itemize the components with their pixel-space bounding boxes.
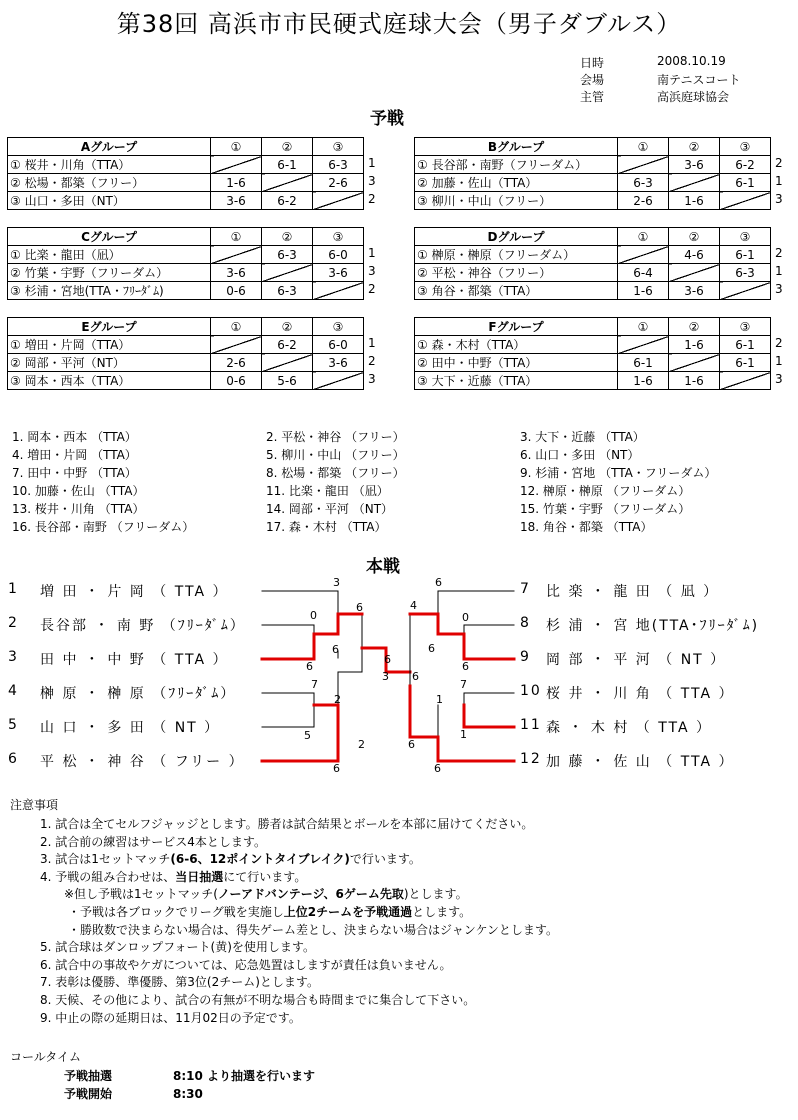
col-header: ③ bbox=[720, 318, 771, 336]
team-name: ② 田中・中野（TTA） bbox=[415, 354, 618, 372]
seed-number: 4 bbox=[8, 683, 19, 699]
team-name: ① 森・木村（TTA） bbox=[415, 336, 618, 354]
match-score: 6 bbox=[428, 642, 435, 655]
draw-item: 3. 大下・近藤 （TTA） bbox=[520, 430, 645, 444]
score-cell: 6-1 bbox=[720, 354, 771, 372]
match-score: 0 bbox=[310, 609, 317, 622]
match-score: 5 bbox=[304, 729, 311, 742]
match-score: 3 bbox=[333, 576, 340, 589]
date-label: 日時 bbox=[580, 56, 605, 70]
score-cell: 6-1 bbox=[720, 336, 771, 354]
score-cell: 6-3 bbox=[618, 174, 669, 192]
score-cell: 6-1 bbox=[720, 174, 771, 192]
draw-item: 11. 比楽・龍田 （凪） bbox=[266, 484, 389, 498]
draw-item: 15. 竹葉・宇野 （フリーダム） bbox=[520, 502, 691, 516]
call-label-draw: 予戦抽選 bbox=[64, 1069, 113, 1083]
bracket-line bbox=[464, 693, 514, 705]
match-score: 4 bbox=[410, 599, 417, 612]
col-header: ③ bbox=[313, 228, 364, 246]
col-header: ③ bbox=[313, 138, 364, 156]
col-header: ③ bbox=[313, 318, 364, 336]
note-text: ・勝敗数で決まらない場合は、得失ゲーム差とし、決まらない場合はジャンケンとします。 bbox=[68, 922, 558, 937]
match-score: 6 bbox=[434, 762, 441, 775]
col-header: ① bbox=[618, 318, 669, 336]
rank-label: 3 bbox=[368, 174, 376, 188]
score-cell: 1-6 bbox=[669, 336, 720, 354]
match-score: 6 bbox=[408, 738, 415, 751]
team-name: ③ 大下・近藤（TTA） bbox=[415, 372, 618, 390]
player-name: 増 田 ・ 片 岡 （ TTA ） bbox=[40, 584, 229, 600]
score-cell: 0-6 bbox=[211, 282, 262, 300]
score-cell: 6-0 bbox=[313, 336, 364, 354]
team-name: ③ 山口・多田（NT） bbox=[8, 192, 211, 210]
player-name: 岡 部 ・ 平 河 （ NT ） bbox=[546, 652, 727, 668]
seed-number: 11 bbox=[520, 717, 542, 733]
venue-label: 会場 bbox=[580, 73, 605, 87]
draw-item: 10. 加藤・佐山 （TTA） bbox=[12, 484, 145, 498]
group-name: Bグループ bbox=[415, 138, 618, 156]
seed-number: 1 bbox=[8, 581, 19, 597]
col-header: ② bbox=[669, 138, 720, 156]
seed-number: 6 bbox=[8, 751, 19, 767]
rank-label: 1 bbox=[775, 174, 783, 188]
bracket-line bbox=[262, 591, 338, 614]
team-name: ② 加藤・佐山（TTA） bbox=[415, 174, 618, 192]
col-header: ② bbox=[262, 318, 313, 336]
note-text: で行います。 bbox=[349, 852, 421, 867]
score-cell: 3-6 bbox=[313, 354, 364, 372]
call-value-draw: 8:10 より抽選を行います bbox=[173, 1069, 316, 1083]
col-header: ① bbox=[211, 138, 262, 156]
team-name: ② 平松・神谷（フリー） bbox=[415, 264, 618, 282]
match-score: 6 bbox=[356, 601, 363, 614]
score-cell: 2-6 bbox=[618, 192, 669, 210]
note-item bbox=[68, 922, 558, 939]
page-title: 第38回 高浜市市民硬式庭球大会（男子ダブルス） bbox=[116, 10, 682, 38]
note-text: にて行います。 bbox=[223, 869, 307, 884]
score-cell: 3-6 bbox=[211, 264, 262, 282]
rank-label: 1 bbox=[368, 336, 376, 350]
col-header: ① bbox=[211, 318, 262, 336]
date-value: 2008.10.19 bbox=[657, 54, 726, 68]
rank-label: 2 bbox=[368, 354, 376, 368]
col-header: ① bbox=[618, 138, 669, 156]
match-score: 3 bbox=[382, 670, 389, 683]
seed-number: 10 bbox=[520, 683, 542, 699]
match-score: 6 bbox=[412, 670, 419, 683]
venue-value: 南テニスコート bbox=[657, 73, 741, 87]
seed-number: 3 bbox=[8, 649, 19, 665]
col-header: ② bbox=[669, 228, 720, 246]
score-cell: 1-6 bbox=[618, 282, 669, 300]
rank-label: 1 bbox=[368, 246, 376, 260]
rank-label: 2 bbox=[775, 336, 783, 350]
seed-number: 8 bbox=[520, 615, 531, 631]
draw-item: 6. 山口・多田 （NT） bbox=[520, 448, 640, 462]
note-item bbox=[40, 834, 266, 851]
score-cell: 6-2 bbox=[720, 156, 771, 174]
team-name: ① 増田・片岡（TTA） bbox=[8, 336, 211, 354]
match-score: 1 bbox=[436, 693, 443, 706]
seed-number: 9 bbox=[520, 649, 531, 665]
score-cell: 3-6 bbox=[669, 156, 720, 174]
note-item bbox=[68, 904, 471, 921]
note-item bbox=[40, 816, 533, 833]
note-text: 1. 試合は全てセルフジャッジとします。勝者は試合結果とボールを本部に届けてください。 bbox=[40, 817, 534, 831]
note-text: 5. 試合球はダンロップフォート(黄)を使用します。 bbox=[40, 940, 315, 955]
note-item bbox=[40, 974, 319, 991]
draw-item: 2. 平松・神谷 （フリー） bbox=[266, 430, 405, 444]
score-cell: 3-6 bbox=[211, 192, 262, 210]
prelim-title: 予戦 bbox=[370, 109, 404, 129]
note-text: 4. 予戦の組み合わせは、 bbox=[40, 869, 176, 884]
match-score: 6 bbox=[333, 762, 340, 775]
bracket-line bbox=[464, 625, 514, 634]
col-header: ② bbox=[669, 318, 720, 336]
team-name: ③ 岡本・西本（TTA） bbox=[8, 372, 211, 390]
team-name: ③ 角谷・都築（TTA） bbox=[415, 282, 618, 300]
player-name: 森 ・ 木 村 （ TTA ） bbox=[546, 720, 713, 736]
team-name: ③ 柳川・中山（フリー） bbox=[415, 192, 618, 210]
score-cell: 1-6 bbox=[669, 192, 720, 210]
main-title: 本戦 bbox=[366, 557, 400, 577]
match-score: 0 bbox=[462, 611, 469, 624]
player-name: 桜 井 ・ 川 角 （ TTA ） bbox=[546, 686, 735, 702]
host-label: 主管 bbox=[580, 90, 605, 104]
player-name: 比 楽 ・ 龍 田 （ 凪 ） bbox=[546, 584, 720, 600]
bracket-line bbox=[262, 705, 314, 727]
match-score: 2 bbox=[358, 738, 365, 751]
draw-item: 1. 岡本・西本 （TTA） bbox=[12, 430, 137, 444]
call-value-start: 8:30 bbox=[173, 1087, 203, 1101]
score-cell: 6-2 bbox=[262, 192, 313, 210]
seed-number: 5 bbox=[8, 717, 19, 733]
seed-number: 12 bbox=[520, 751, 542, 767]
note-text: 6. 試合中の事故やケガについては、応急処置はしますが責任は負いません。 bbox=[40, 957, 452, 972]
note-item bbox=[40, 869, 306, 886]
team-name: ③ 杉浦・宮地(TTA・ﾌﾘｰﾀﾞﾑ) bbox=[8, 282, 211, 300]
player-name: 長谷部 ・ 南 野 （ﾌﾘｰﾀﾞﾑ） bbox=[40, 618, 246, 634]
col-header: ① bbox=[211, 228, 262, 246]
draw-item: 4. 増田・片岡 （TTA） bbox=[12, 448, 137, 462]
score-cell: 2-6 bbox=[211, 354, 262, 372]
match-score: 6 bbox=[306, 660, 313, 673]
group-name: Cグループ bbox=[8, 228, 211, 246]
score-cell: 1-6 bbox=[618, 372, 669, 390]
bracket-line bbox=[438, 591, 514, 614]
score-cell: 0-6 bbox=[211, 372, 262, 390]
score-cell: 6-3 bbox=[720, 264, 771, 282]
col-header: ② bbox=[262, 138, 313, 156]
draw-item: 7. 田中・中野 （TTA） bbox=[12, 466, 137, 480]
note-item bbox=[40, 939, 315, 956]
rank-label: 2 bbox=[368, 192, 376, 206]
bracket-line bbox=[338, 614, 362, 672]
score-cell: 3-6 bbox=[313, 264, 364, 282]
rank-label: 3 bbox=[775, 192, 783, 206]
seed-number: 7 bbox=[520, 581, 531, 597]
score-cell: 2-6 bbox=[313, 174, 364, 192]
score-cell: 1-6 bbox=[669, 372, 720, 390]
score-cell: 6-4 bbox=[618, 264, 669, 282]
team-name: ① 桜井・川角（TTA） bbox=[8, 156, 211, 174]
winner-path bbox=[262, 737, 338, 761]
match-score: 6 bbox=[384, 653, 391, 666]
team-name: ① 榊原・榊原（フリーダム） bbox=[415, 246, 618, 264]
note-text: 3. 試合は1セットマッチ bbox=[40, 852, 171, 867]
draw-item: 17. 森・木村 （TTA） bbox=[266, 520, 387, 534]
match-score: 7 bbox=[460, 678, 467, 691]
note-item bbox=[40, 992, 475, 1009]
score-cell: 5-6 bbox=[262, 372, 313, 390]
group-name: Eグループ bbox=[8, 318, 211, 336]
note-item bbox=[40, 957, 452, 974]
rank-label: 1 bbox=[368, 156, 376, 170]
host-value: 高浜庭球協会 bbox=[657, 90, 730, 104]
score-cell: 6-1 bbox=[720, 246, 771, 264]
draw-item: 18. 角谷・都築 （TTA） bbox=[520, 520, 653, 534]
note-text: )とします。 bbox=[403, 887, 468, 902]
rank-label: 3 bbox=[368, 372, 376, 386]
note-item bbox=[40, 851, 421, 868]
rank-label: 1 bbox=[775, 354, 783, 368]
player-name: 平 松 ・ 神 谷 （ フリー ） bbox=[40, 754, 245, 770]
bracket-line bbox=[262, 693, 314, 705]
score-cell: 6-3 bbox=[313, 156, 364, 174]
match-score: 1 bbox=[460, 728, 467, 741]
team-name: ② 松場・都築（フリー） bbox=[8, 174, 211, 192]
note-text: 9. 中止の際の延期日は、11月02日の予定です。 bbox=[40, 1010, 301, 1025]
player-name: 山 口 ・ 多 田 （ NT ） bbox=[40, 720, 221, 736]
player-name: 田 中 ・ 中 野 （ TTA ） bbox=[40, 652, 229, 668]
draw-item: 16. 長谷部・南野 （フリーダム） bbox=[12, 520, 195, 534]
group-name: Fグループ bbox=[415, 318, 618, 336]
col-header: ③ bbox=[720, 138, 771, 156]
player-name: 榊 原 ・ 榊 原 （ﾌﾘｰﾀﾞﾑ） bbox=[40, 686, 237, 702]
team-name: ② 岡部・平河（NT） bbox=[8, 354, 211, 372]
call-time-title: コールタイム bbox=[10, 1050, 82, 1064]
rank-label: 3 bbox=[368, 264, 376, 278]
call-label-start: 予戦開始 bbox=[64, 1087, 113, 1101]
note-item bbox=[64, 886, 468, 903]
col-header: ② bbox=[262, 228, 313, 246]
notes-title: 注意事項 bbox=[10, 798, 59, 812]
match-score: 6 bbox=[435, 576, 442, 589]
score-cell: 6-1 bbox=[262, 156, 313, 174]
draw-item: 9. 杉浦・宮地 （TTA・フリーダム） bbox=[520, 466, 717, 480]
team-name: ① 比楽・龍田（凪） bbox=[8, 246, 211, 264]
note-text: 8. 天候、その他により、試合の有無が不明な場合も時間までに集合して下さい。 bbox=[40, 993, 476, 1007]
score-cell: 6-2 bbox=[262, 336, 313, 354]
score-cell: 6-3 bbox=[262, 246, 313, 264]
team-name: ① 長谷部・南野（フリーダム） bbox=[415, 156, 618, 174]
rank-label: 2 bbox=[368, 282, 376, 296]
note-text: 7. 表彰は優勝、準優勝、第3位(2チーム)とします。 bbox=[40, 975, 319, 990]
winner-path bbox=[464, 705, 514, 727]
score-cell: 4-6 bbox=[669, 246, 720, 264]
team-name: ② 竹葉・宇野（フリーダム） bbox=[8, 264, 211, 282]
note-text: ※但し予戦は1セットマッチ( bbox=[64, 887, 218, 902]
note-text: ・予戦は各ブロックでリーグ戦を実施し bbox=[68, 905, 284, 919]
note-emphasis: ノーアドバンテージ、6ゲーム先取 bbox=[217, 887, 404, 902]
draw-item: 5. 柳川・中山 （フリー） bbox=[266, 448, 405, 462]
draw-item: 13. 桜井・川角 （TTA） bbox=[12, 502, 145, 516]
note-item bbox=[40, 1010, 301, 1027]
score-cell: 6-1 bbox=[618, 354, 669, 372]
match-score: 6 bbox=[462, 660, 469, 673]
rank-label: 3 bbox=[775, 282, 783, 296]
draw-item: 12. 榊原・榊原 （フリーダム） bbox=[520, 484, 691, 498]
col-header: ① bbox=[618, 228, 669, 246]
rank-label: 2 bbox=[775, 156, 783, 170]
rank-label: 3 bbox=[775, 372, 783, 386]
winner-path bbox=[410, 686, 514, 761]
note-text: 2. 試合前の練習はサービス4本とします。 bbox=[40, 834, 266, 849]
draw-item: 14. 岡部・平河 （NT） bbox=[266, 502, 394, 516]
score-cell: 6-0 bbox=[313, 246, 364, 264]
seed-number: 2 bbox=[8, 615, 19, 631]
match-score: 6 bbox=[332, 643, 339, 656]
note-emphasis: 上位2チームを予戦通過 bbox=[283, 905, 413, 919]
group-name: Dグループ bbox=[415, 228, 618, 246]
score-cell: 1-6 bbox=[211, 174, 262, 192]
winner-path bbox=[314, 705, 338, 737]
draw-item: 8. 松場・都築 （フリー） bbox=[266, 466, 405, 480]
note-emphasis: 当日抽選 bbox=[175, 869, 224, 884]
rank-label: 1 bbox=[775, 264, 783, 278]
score-cell: 6-3 bbox=[262, 282, 313, 300]
note-text: とします。 bbox=[412, 905, 472, 919]
player-name: 杉 浦 ・ 宮 地(TTA･ﾌﾘｰﾀﾞﾑ) bbox=[546, 618, 760, 634]
score-cell: 3-6 bbox=[669, 282, 720, 300]
match-score: 7 bbox=[311, 678, 318, 691]
group-name: Aグループ bbox=[8, 138, 211, 156]
player-name: 加 藤 ・ 佐 山 （ TTA ） bbox=[546, 754, 735, 770]
note-emphasis: (6-6、12ポイントタイブレイク) bbox=[170, 852, 350, 867]
rank-label: 2 bbox=[775, 246, 783, 260]
col-header: ③ bbox=[720, 228, 771, 246]
match-score: 2 bbox=[334, 693, 341, 706]
bracket-line bbox=[262, 625, 314, 634]
